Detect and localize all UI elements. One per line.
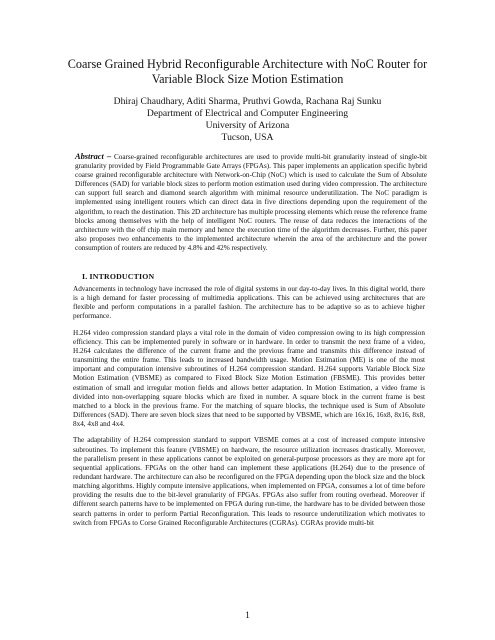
title-line-2: Variable Block Size Motion Estimation bbox=[151, 71, 344, 86]
paragraph: Advancements in technology have increased the role of digital systems in our day-to-day lives. In this digital world, there is a high demand for faster processing of multimedia applications. This can be achieved using architectures that are flexible and perform computations in a parallel fashion. The architecture has to be adaptive so as to achieve higher performance. bbox=[73, 285, 425, 321]
abstract-text: Coarse-grained reconfigurable architectures are used to provide multi-bit granularity instead of single-bit granularity provided by Field Programmable Gate Arrays (FPGAs). This paper implements an application specific hybrid coarse grained reconfigurable architecture with Network-on-Chip (NoC) which is used to calculate the Sum of Absolute Differences (SAD) for variable block sizes to perform motion estimation used during video compression. The architecture can support full search and diamond search algorithm with minimal resource underutilization. The NoC paradigm is implemented using intelligent routers which can direct data in five directions depending upon the requirement of the algorithm, to reach the destination. This 2D architecture has multiple processing elements which reuse the reference frame blocks among themselves with the help of intelligent NoC routers. The reuse of data reduces the interactions of the architecture with the off chip main memory and hence the execution time of the algorithm decreases. Further, this paper also proposes two enhancements to the implemented architecture wherein the area of the architecture and the power consumption of routers are reduced by 4.8% and 42% respectively. bbox=[75, 153, 427, 252]
author-block bbox=[40, 96, 455, 144]
page-number: 1 bbox=[245, 611, 250, 621]
title-line-1: Coarse Grained Hybrid Reconfigurable Architecture with NoC Router for bbox=[67, 57, 428, 71]
section-heading-introduction: I. INTRODUCTION bbox=[82, 272, 155, 281]
department: Department of Electrical and Computer Engineering bbox=[146, 108, 349, 119]
body-text bbox=[73, 285, 425, 535]
author-names: Dhiraj Chaudhary, Aditi Sharma, Pruthvi Gowda, Rachana Raj Sunku bbox=[113, 96, 382, 107]
paragraph: The adaptability of H.264 compression standard to support VBSME comes at a cost of increased compute intensive subroutines. To implement this feature (VBSME) on hardware, the resource utilization increases drastically. Moreover, the parallelism present in these applications cannot be exploited on general-purpose processors as they are more apt for sequential applications. FPGAs on the other hand can implement these applications (H.264) due to the presence of redundant hardware. The architecture can also be reconfigured on the FPGA depending upon the block size and the block matching algorithms. Highly compute intensive applications, when implemented on FPGA, consumes a lot of time before providing the results due to the bit-level granularity of FPGAs. FPGAs also suffer from routing overhead. Moreover if different search patterns have to be implemented on FPGA during run-time, the hardware has to be divided between those search patterns in order to perform Partial Reconfiguration. This leads to resource underutilization which motivates to switch from FPGAs to Corse Grained Reconfigurable Architectures (CGRAs). CGRAs provide multi-bit bbox=[73, 436, 425, 527]
abstract-label: Abstract – bbox=[75, 152, 112, 161]
abstract bbox=[75, 152, 427, 253]
paper-title bbox=[40, 57, 455, 86]
paragraph: H.264 video compression standard plays a vital role in the domain of video compression owing to its high compression efficiency. This can be implemented purely in software or in hardware. In order to transmit the next frame of a video, H.264 calculates the difference of the current frame and the previous frame and transmits this difference instead of transmitting the entire frame. This leads to increased bandwidth usage. Motion Estimation (ME) is one of the most important and computation intensive subroutines of H.264 compression standard. H.264 supports Variable Block Size Motion Estimation (VBSME) as compared to Fixed Block Size Motion Estimation (FBSME). This provides better estimation of small and irregular motion fields and allows better adaptation. In Motion Estimation, a video frame is divided into non-overlapping square blocks which are fixed in number. A square block in the current frame is best matched to a block in the previous frame. For the matching of square blocks, the technique used is Sum of Absolute Differences (SAD). There are seven block sizes that need to be supported by VBSME, which are 16x16, 16x8, 8x16, 8x8, 8x4, 4x8 and 4x4. bbox=[73, 328, 425, 429]
location: Tucson, USA bbox=[221, 132, 274, 143]
university: University of Arizona bbox=[205, 120, 290, 131]
